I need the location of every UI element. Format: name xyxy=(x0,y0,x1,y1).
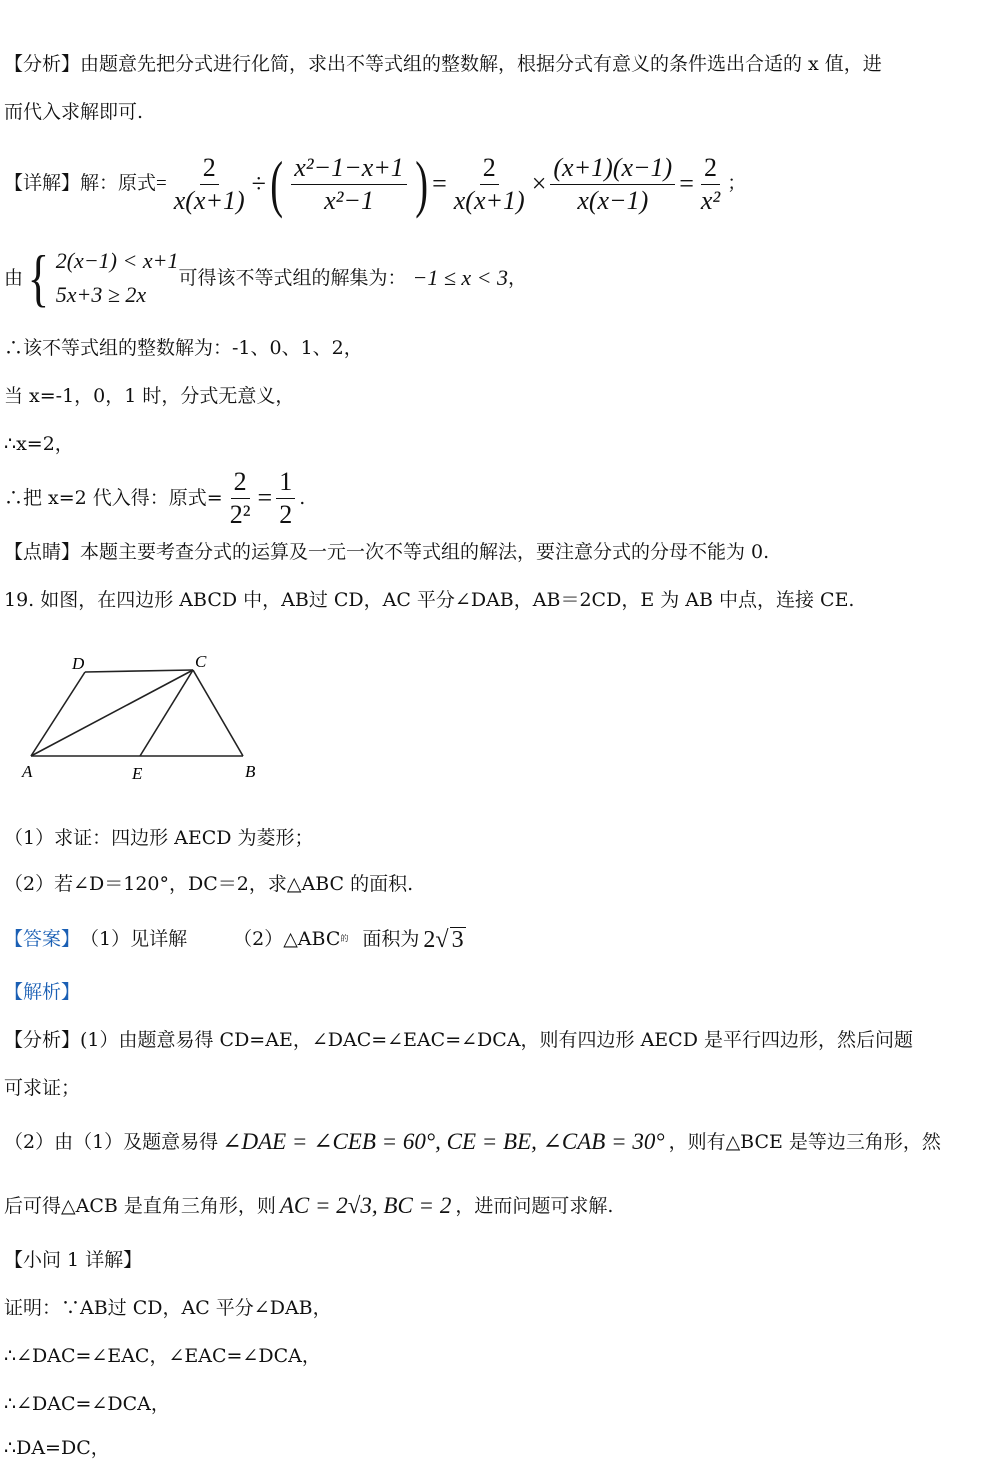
answer-area-text: 面积为 xyxy=(362,928,420,950)
sub-result-fraction: $\frac{1}{2}$ xyxy=(276,468,295,529)
fraction-1: $\frac{2}{x(x+1)}$ xyxy=(173,152,245,215)
brace-icon: { xyxy=(27,242,50,313)
system-brace-block xyxy=(23,244,178,312)
fraction-3: $\frac{2}{x(x+1)}$ xyxy=(453,152,525,215)
answer-area-value: 2√ 3 xyxy=(423,926,464,953)
equals-sign-1: = xyxy=(432,169,447,198)
label-c: C xyxy=(195,652,207,671)
substitution-line: ∴把 x=2 代入得：原式= $\frac{2}{\text{2²}}$ = $\frac{1}{2}$ . xyxy=(4,466,306,529)
answer-mark: 的 xyxy=(340,934,349,943)
system-prefix: 由 xyxy=(4,267,24,289)
analysis2-math-4: AC = 2√3, BC = 2 xyxy=(279,1193,452,1218)
question-part-1: （1）求证：四边形 AECD 为菱形； xyxy=(4,827,314,849)
label-e: E xyxy=(132,764,143,783)
segment-ac xyxy=(31,670,193,756)
analysis2-line-3: （2）由（1）及题意易得 ∠DAE = ∠CEB = 60°, CE = BE, ∠CAB = 30° ，则有△BCE 是等边三角形，然 xyxy=(4,1129,941,1154)
analysis2-line-1: 【分析】(1）由题意易得 CD=AE，∠DAC=∠EAC=∠DCA，则有四边形 AECD 是平行四边形，然后问题 xyxy=(4,1029,913,1051)
inequality-system xyxy=(4,240,527,316)
analysis-line-2: 而代入求解即可. xyxy=(4,101,144,123)
fraction-4: $\frac{(x+1)(x-1)}{x(x-1)}$ xyxy=(550,154,675,215)
sub-fraction: $\frac{2}{\text{2²}}$ xyxy=(229,466,251,529)
equals-sign-2: = xyxy=(679,169,694,198)
fraction-2: $\frac{\text{x²−1−x+1}}{\text{x²−1}}$ xyxy=(291,154,407,215)
integer-solutions: ∴该不等式组的整数解为：-1、0、1、2， xyxy=(4,337,363,359)
answer-part-1: （1）见详解 xyxy=(80,928,188,950)
label-d: D xyxy=(72,654,85,673)
answer-label: 【答案】 xyxy=(4,928,81,950)
answer-line xyxy=(4,924,466,954)
sqrt-icon: √ xyxy=(435,926,449,953)
question-19: 19. 如图，在四边形 ABCD 中，AB过 CD，AC 平分∠DAB，AB＝2CD，E 为 AB 中点，连接 CE. xyxy=(4,589,855,611)
left-paren: ( xyxy=(270,148,284,219)
analysis2-line-4: 后可得△ACB 是直角三角形，则 AC = 2√3, BC = 2 ，进而问题可求解. xyxy=(4,1193,614,1218)
solution-header: 【解析】 xyxy=(4,981,81,1003)
segment-dc xyxy=(85,670,193,672)
detail-end: ； xyxy=(727,173,747,194)
proof-line-2: ∴∠DAC=∠EAC，∠EAC=∠DCA， xyxy=(4,1345,321,1367)
right-paren: ) xyxy=(415,148,428,219)
undefined-note: 当 x=-1，0，1 时，分式无意义， xyxy=(4,385,295,407)
fraction-5: $\frac{2}{\text{x²}}$ xyxy=(700,152,721,215)
system-end: ， xyxy=(508,267,528,289)
detail-equation xyxy=(4,144,746,224)
comment-line: 【点睛】本题主要考查分式的运算及一元一次不等式组的解法，要注意分式的分母不能为 0. xyxy=(4,541,770,563)
proof-line-1: 证明：∵AB过 CD，AC 平分∠DAB， xyxy=(4,1297,332,1319)
analysis-line-1: 【分析】由题意先把分式进行化简，求出不等式组的整数解，根据分式有意义的条件选出合适的 x 值，进 xyxy=(4,53,882,75)
system-row-2: 5x+3 ≥ 2x xyxy=(55,282,147,307)
quadrilateral-figure xyxy=(14,645,274,790)
divide-sign: ÷ xyxy=(251,169,266,198)
system-row-1: 2(x−1) < x+1 xyxy=(55,248,179,273)
segment-cb xyxy=(193,670,243,756)
segment-da xyxy=(31,672,85,756)
system-text: 可得该不等式组的解集为： xyxy=(178,267,407,289)
sub-question-header: 【小问 1 详解】 xyxy=(4,1249,143,1271)
label-b: B xyxy=(245,762,256,781)
label-a: A xyxy=(22,762,33,781)
question-part-2: （2）若∠D＝120°，DC＝2，求△ABC 的面积. xyxy=(4,873,414,895)
proof-line-3: ∴∠DAC=∠DCA， xyxy=(4,1393,170,1415)
analysis2-math-3: ∠DAE = ∠CEB = 60°, CE = BE, ∠CAB = 30° xyxy=(222,1129,665,1154)
x-equals: ∴x=2， xyxy=(4,433,74,455)
system-solution: −1 ≤ x < 3 xyxy=(412,265,508,290)
analysis2-line-2: 可求证； xyxy=(4,1077,81,1099)
proof-line-4: ∴DA=DC， xyxy=(4,1437,110,1459)
times-sign: × xyxy=(531,169,547,198)
segment-ce xyxy=(140,670,193,756)
detail-label: 【详解】解：原式= xyxy=(4,173,167,194)
answer-part-2: （2）△ABC xyxy=(233,928,341,950)
